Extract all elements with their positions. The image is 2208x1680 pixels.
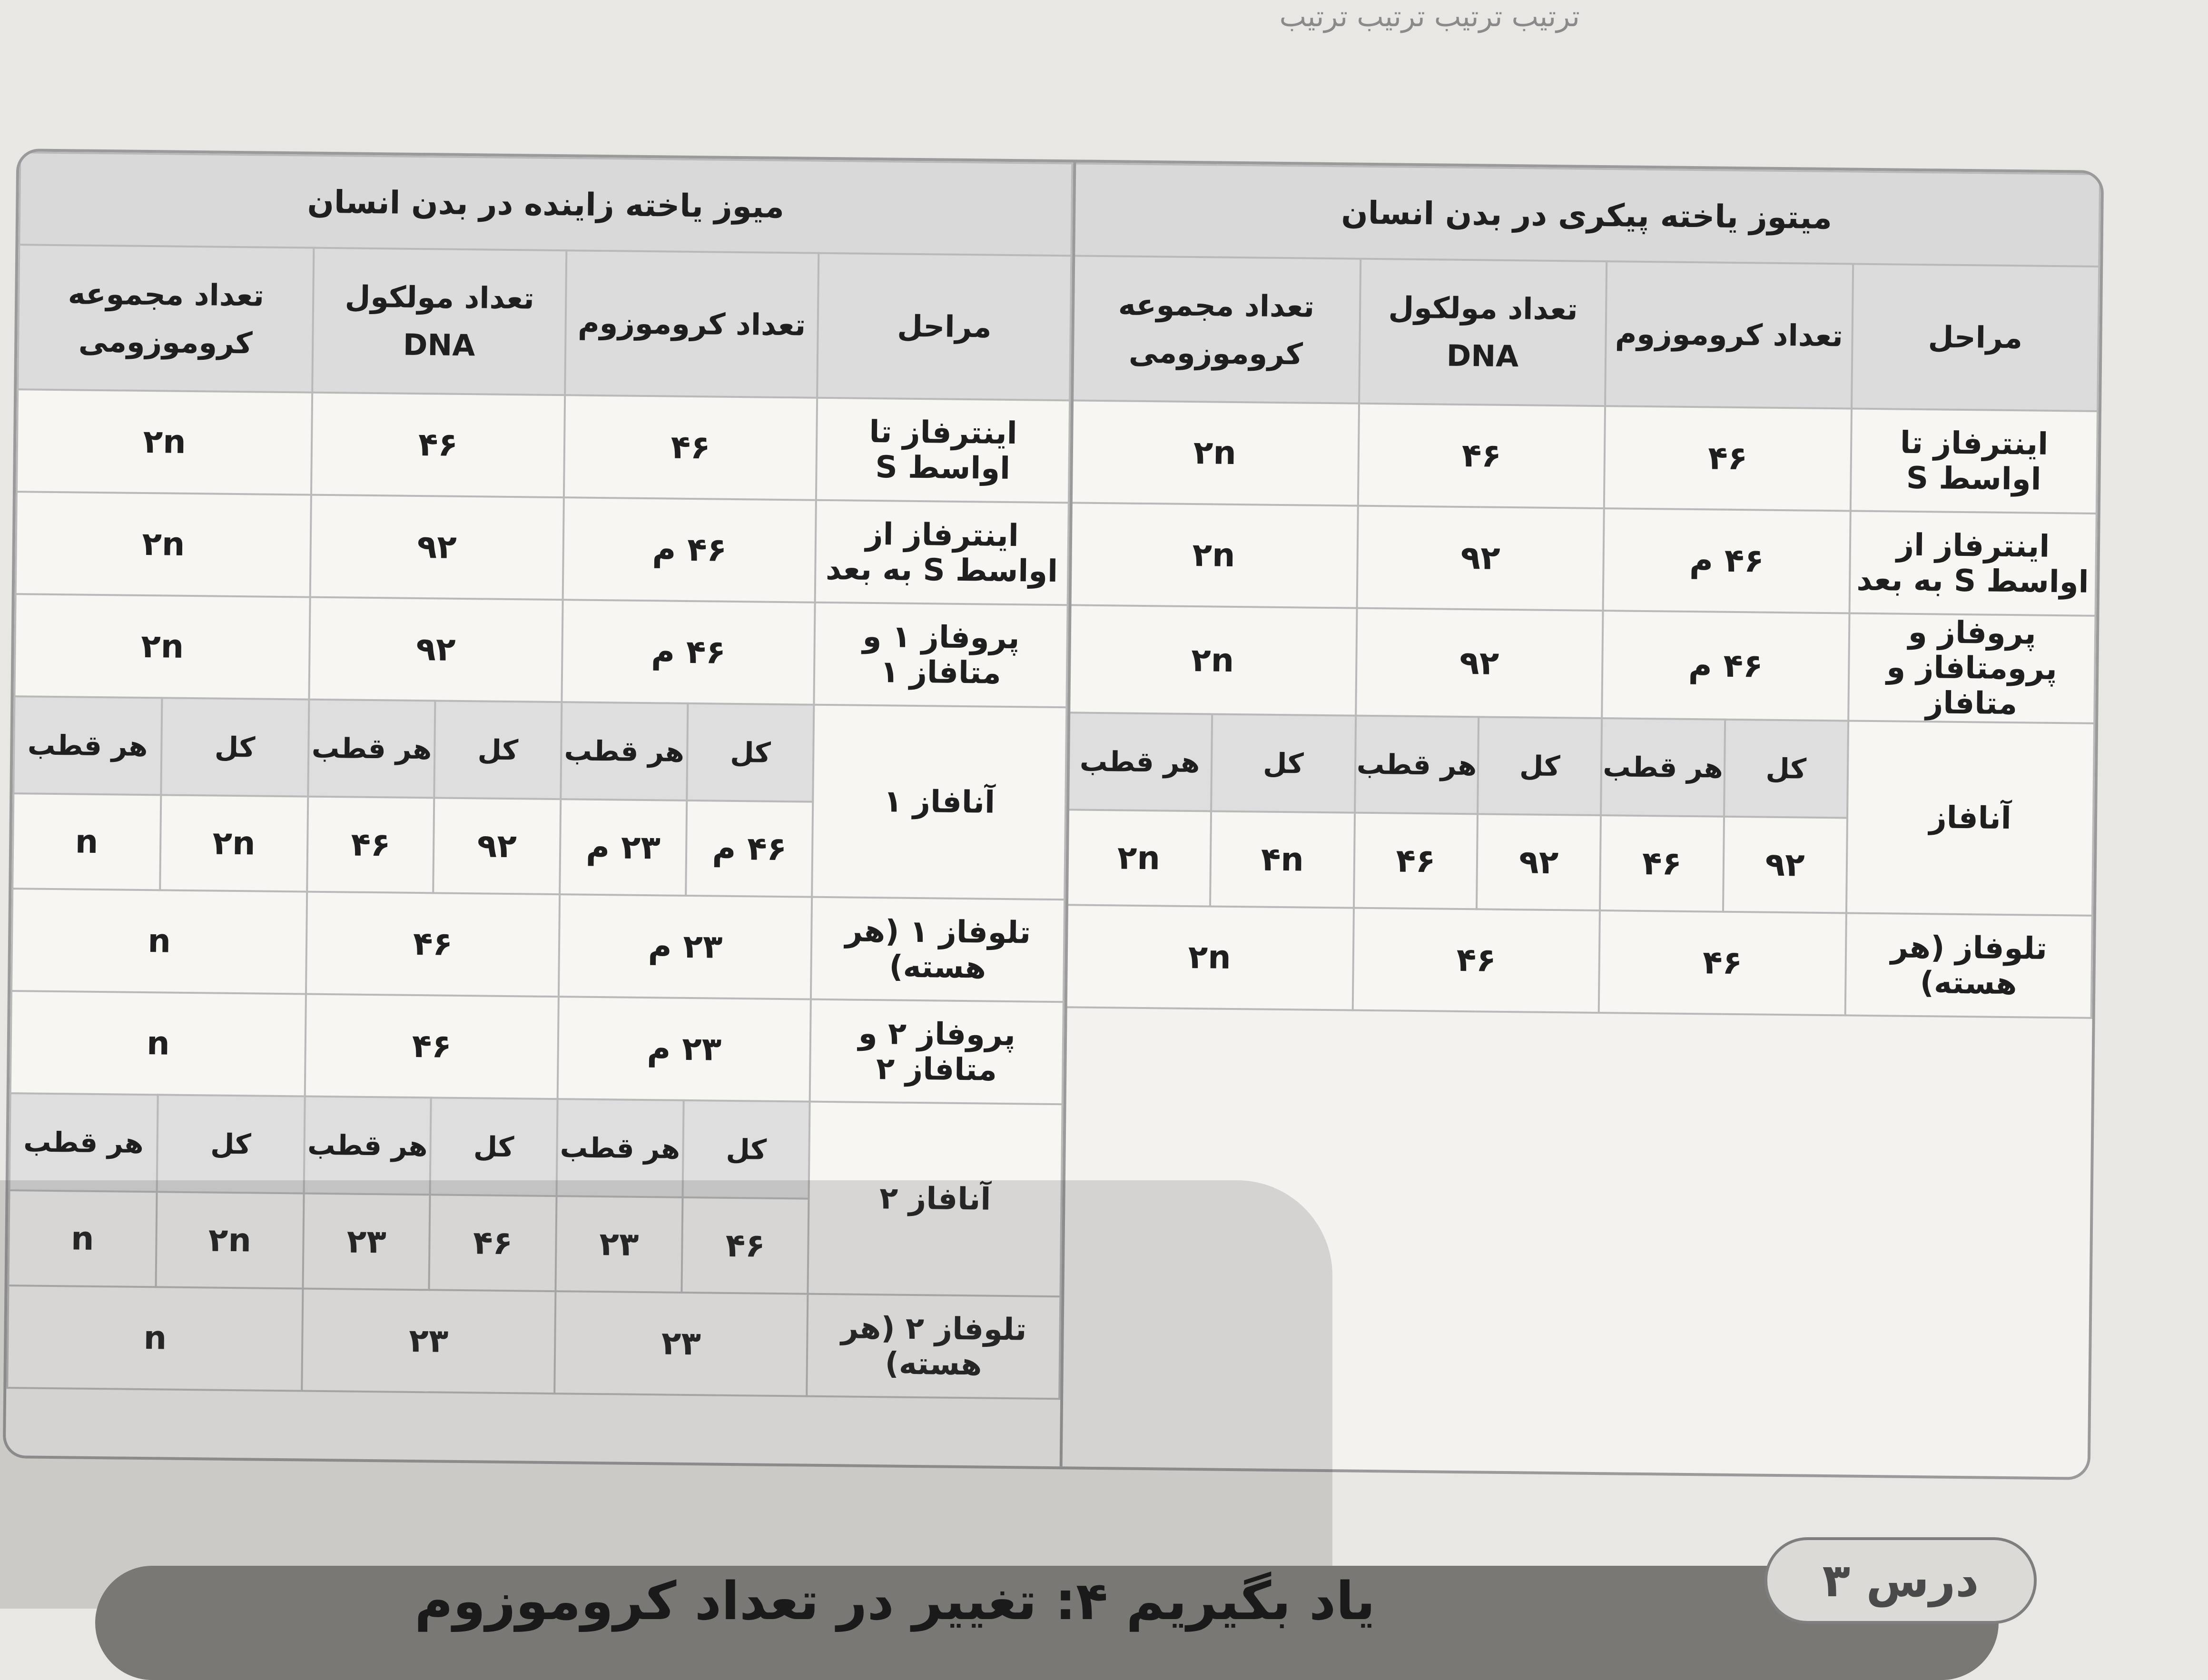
header-dna-count: تعداد مولکول DNA [312,248,566,395]
subheader-per-pole: هر قطب [308,700,435,798]
set-total: ۴n [1210,811,1355,908]
chromosome-total: ۴۶ م [686,800,813,897]
set-total: ۲n [160,795,308,891]
dna-per-pole: ۴۶ [307,797,434,893]
stage-label: آنافاز [1846,721,2094,915]
chromosome-value: ۲۳ [554,1291,808,1396]
chromosome-per-pole: ۲۳ [555,1196,682,1293]
stage-label: تلوفاز ۲ (هر هسته) [807,1294,1061,1399]
set-value: ۲n [17,389,312,494]
header-chromosome-count: تعداد کروموزوم [565,250,819,398]
dna-value: ۹۲ [309,597,563,702]
subheader-total: کل [1724,720,1848,818]
set-value: ۲n [14,594,310,699]
dna-value: ۴۶ [306,892,560,997]
table-row [1070,503,2097,616]
subheader-total: کل [161,698,309,796]
chromosome-value: ۲۳ م [557,997,811,1102]
table-row [10,991,1064,1104]
subheader-per-pole: هر قطب [1067,712,1212,811]
header-stages: مراحل [818,253,1072,401]
table-row [16,492,1069,605]
subheader-total: کل [1211,714,1356,812]
subheader-total: کل [687,703,814,802]
stage-label: اینترفاز از اواسط S به بعد [815,500,1069,605]
dna-total: ۹۲ [1477,814,1601,910]
set-total: ۲n [156,1192,304,1288]
subheader-total: کل [1478,717,1602,815]
chromosome-per-pole: ۴۶ [1600,815,1724,912]
subheader-per-pole: هر قطب [13,696,162,795]
dna-total: ۹۲ [434,798,561,894]
chromosome-value: ۴۶ [564,395,818,500]
mitosis-table [1065,162,2101,1019]
set-value: n [7,1285,303,1391]
dna-total: ۴۶ [429,1195,556,1291]
subheader-per-pole: هر قطب [1355,716,1479,814]
table-row [1071,400,2098,514]
subheader-total: کل [683,1100,810,1199]
set-value: ۲n [1071,400,1359,505]
lesson-badge: درس ۳ [1764,1537,2037,1624]
dna-value: ۹۲ [310,495,564,600]
dna-value: ۹۲ [1357,506,1604,611]
subheader-total: کل [430,1097,557,1196]
top-cropped-text: ترتیب ترتیب ترتیب ترتیب [1279,0,1580,33]
stage-label: اینترفاز تا اواسط S [1850,409,2098,514]
table-row [11,889,1065,1002]
subheader-per-pole: هر قطب [304,1097,431,1195]
set-per-pole: n [12,793,161,890]
stage-label: تلوفاز (هر هسته) [1845,913,2092,1018]
table-row [1065,905,2092,1018]
chromosome-value: ۲۳ م [559,894,812,999]
chromosome-value: ۴۶ م [1602,611,1849,721]
set-per-pole: n [9,1190,157,1287]
subheader-per-pole: هر قطب [10,1093,158,1192]
subheader-per-pole: هر قطب [556,1099,683,1197]
dna-value: ۴۶ [1352,908,1600,1013]
dna-value: ۴۶ [311,393,565,498]
chromosome-total: ۹۲ [1723,817,1847,913]
table-row [13,696,1066,804]
table-row [17,389,1070,503]
dna-per-pole: ۲۳ [303,1194,430,1290]
subheader-per-pole: هر قطب [561,702,688,800]
header-dna-count: تعداد مولکول DNA [1359,259,1607,406]
chromosome-value: ۴۶ م [1603,508,1851,613]
photo-shadow [0,1180,1332,1609]
chromosome-value: ۴۶ م [562,497,816,603]
header-chromosome-sets: تعداد مجموعه کروموزومی [1072,256,1360,403]
stage-label: آنافاز ۱ [812,705,1067,900]
header-chromosome-count: تعداد کروموزوم [1605,261,1853,408]
stage-label: پروفاز ۱ و متافاز ۱ [814,603,1068,708]
stage-label: پروفاز ۲ و متافاز ۲ [810,999,1064,1105]
table-row [14,594,1067,707]
stage-label: اینترفاز از اواسط S به بعد [1849,511,2097,616]
set-value: ۲n [1065,905,1354,1010]
table-row [1068,605,2095,723]
set-value: ۲n [1070,503,1358,608]
chromosome-value: ۴۶ م [562,600,815,705]
dna-value: ۴۶ [1358,404,1606,508]
stage-label: تلوفاز ۱ (هر هسته) [811,897,1065,1002]
subheader-total: کل [434,701,562,799]
meiosis-title: میوز یاخته زاینده در بدن انسان [19,152,1072,256]
dna-value: ۲۳ [302,1289,555,1394]
mitosis-title: میتوز یاخته پیکری در بدن انسان [1073,163,2100,267]
set-per-pole: ۲n [1066,810,1211,906]
chromosome-value: ۴۶ [1604,406,1852,511]
chromosome-total: ۴۶ [681,1197,808,1294]
subheader-total: کل [157,1095,305,1193]
set-value: ۲n [1068,605,1357,715]
dna-per-pole: ۴۶ [1354,813,1478,909]
stage-label: پروفاز و پرومتافاز و متافاز [1848,613,2096,723]
stage-label: آنافاز ۲ [808,1102,1063,1297]
dna-value: ۹۲ [1356,608,1603,718]
set-value: ۲n [16,492,311,597]
dna-value: ۴۶ [305,994,559,1099]
chromosome-value: ۴۶ [1599,910,1846,1015]
set-value: n [10,991,306,1096]
section-title: یاد بگیریم ۴: تغییر در تعداد کروموزوم [414,1571,1375,1631]
header-stages: مراحل [1852,264,2100,411]
stage-label: اینترفاز تا اواسط S [816,398,1070,503]
chromosome-per-pole: ۲۳ م [560,799,687,896]
table-row [1067,712,2094,820]
subheader-per-pole: هر قطب [1601,718,1725,817]
set-value: n [11,889,307,994]
header-chromosome-sets: تعداد مجموعه کروموزومی [18,245,314,392]
